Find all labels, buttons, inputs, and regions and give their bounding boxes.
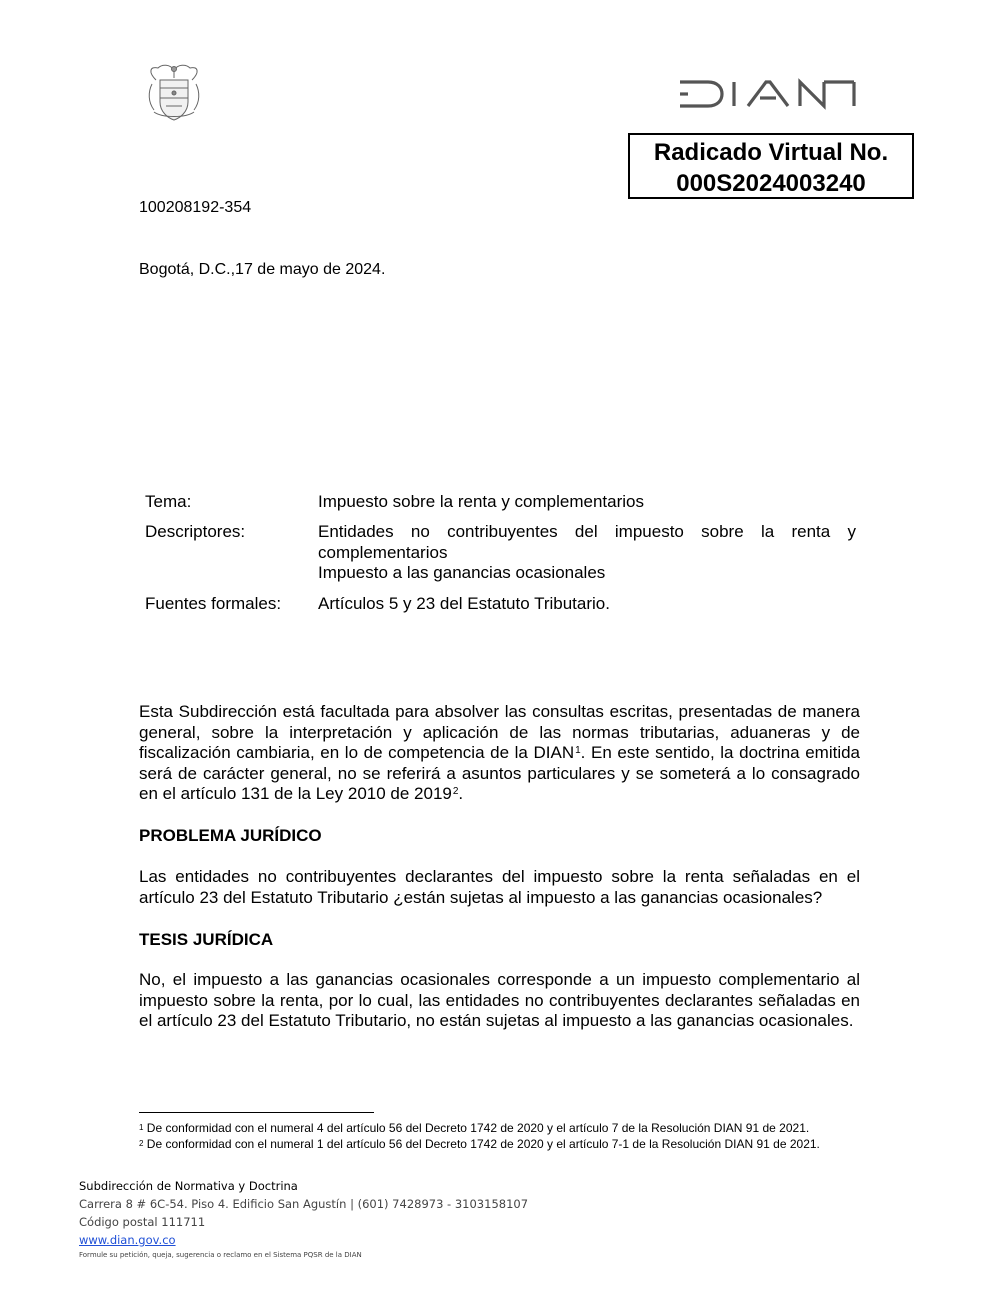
descriptor-item: Impuesto a las ganancias ocasionales <box>318 563 606 582</box>
intro-text: . En este sentido, la doctrina emitida será de carácter general, no se referirá a asuntos particulares y se someterá a lo consagrado en el artículo 131 de la Ley 2010 de 2019 <box>139 743 861 803</box>
footnote-mark: 1 <box>139 1123 144 1132</box>
reference-number: 100208192-354 <box>139 199 252 216</box>
fuentes-value: Artículos 5 y 23 del Estatuto Tributario. <box>318 594 610 613</box>
footnote-divider <box>139 1112 374 1113</box>
tesis-heading: TESIS JURÍDICA <box>139 930 274 949</box>
descriptor-item: Entidades no contribuyentes del impuesto sobre la renta y complementarios <box>318 522 856 562</box>
dian-wordmark-icon <box>678 78 858 110</box>
descriptores-value <box>318 522 856 584</box>
footer-postal-code: Código postal 111711 <box>79 1215 206 1229</box>
problema-paragraph: Las entidades no contribuyentes declarantes del impuesto sobre la renta señaladas en el artículo 23 del Estatuto Tributario ¿están sujetas al impuesto a las ganancias ocasionales? <box>139 867 860 907</box>
date-line: Bogotá, D.C.,17 de mayo de 2024. <box>139 261 386 278</box>
radicado-label: Radicado Virtual No. <box>653 139 889 166</box>
footer-website-link[interactable]: www.dian.gov.co <box>79 1233 176 1247</box>
intro-text: Esta Subdirección está facultada para absolver las consultas escritas, presentadas de manera general, sobre la interpretación y aplicación de las normas tributarias, aduaneras y de fiscalización cambiaria, en lo de competencia de la DIAN <box>139 702 860 762</box>
footnote-text: De conformidad con el numeral 4 del artículo 56 del Decreto 1742 de 2020 y el artículo 7 de la Resolución DIAN 91 de 2021. <box>146 1121 810 1135</box>
radicado-box <box>628 133 914 199</box>
problema-heading: PROBLEMA JURÍDICO <box>139 826 322 845</box>
footer-address: Carrera 8 # 6C-54. Piso 4. Edificio San Agustín | (601) 7428973 - 3103158107 <box>79 1197 529 1211</box>
footnote-1 <box>139 1121 861 1135</box>
tesis-paragraph: No, el impuesto a las ganancias ocasionales corresponde a un impuesto complementario al impuesto sobre la renta, por lo cual, las entidades no contribuyentes declarantes señaladas en el artículo 23 del Estatuto Tributario, no están sujetas al impuesto a las ganancias ocasionales. <box>139 970 860 1030</box>
radicado-number: 000S2024003240 <box>676 170 866 197</box>
footnote-ref-2[interactable]: 2 <box>452 786 459 797</box>
footer-pqsr-note: Formule su petición, queja, sugerencia o reclamo en el Sistema PQSR de la DIAN <box>79 1251 362 1259</box>
intro-text: . <box>458 784 464 803</box>
tema-value: Impuesto sobre la renta y complementarios <box>318 492 644 511</box>
fuentes-label: Fuentes formales: <box>145 594 282 613</box>
dian-logo <box>678 78 858 110</box>
footer-office: Subdirección de Normativa y Doctrina <box>79 1179 298 1193</box>
tema-label: Tema: <box>145 492 192 511</box>
footnote-2 <box>139 1137 861 1151</box>
footnote-text: De conformidad con el numeral 1 del artículo 56 del Decreto 1742 de 2020 y el artículo 7-1 de la Resolución DIAN 91 de 2021. <box>146 1137 820 1151</box>
footnote-ref-1[interactable]: 1 <box>575 745 581 756</box>
coat-of-arms-icon <box>144 62 204 124</box>
descriptores-label: Descriptores: <box>145 522 246 541</box>
intro-paragraph <box>139 702 860 805</box>
footnote-mark: 2 <box>139 1139 144 1148</box>
